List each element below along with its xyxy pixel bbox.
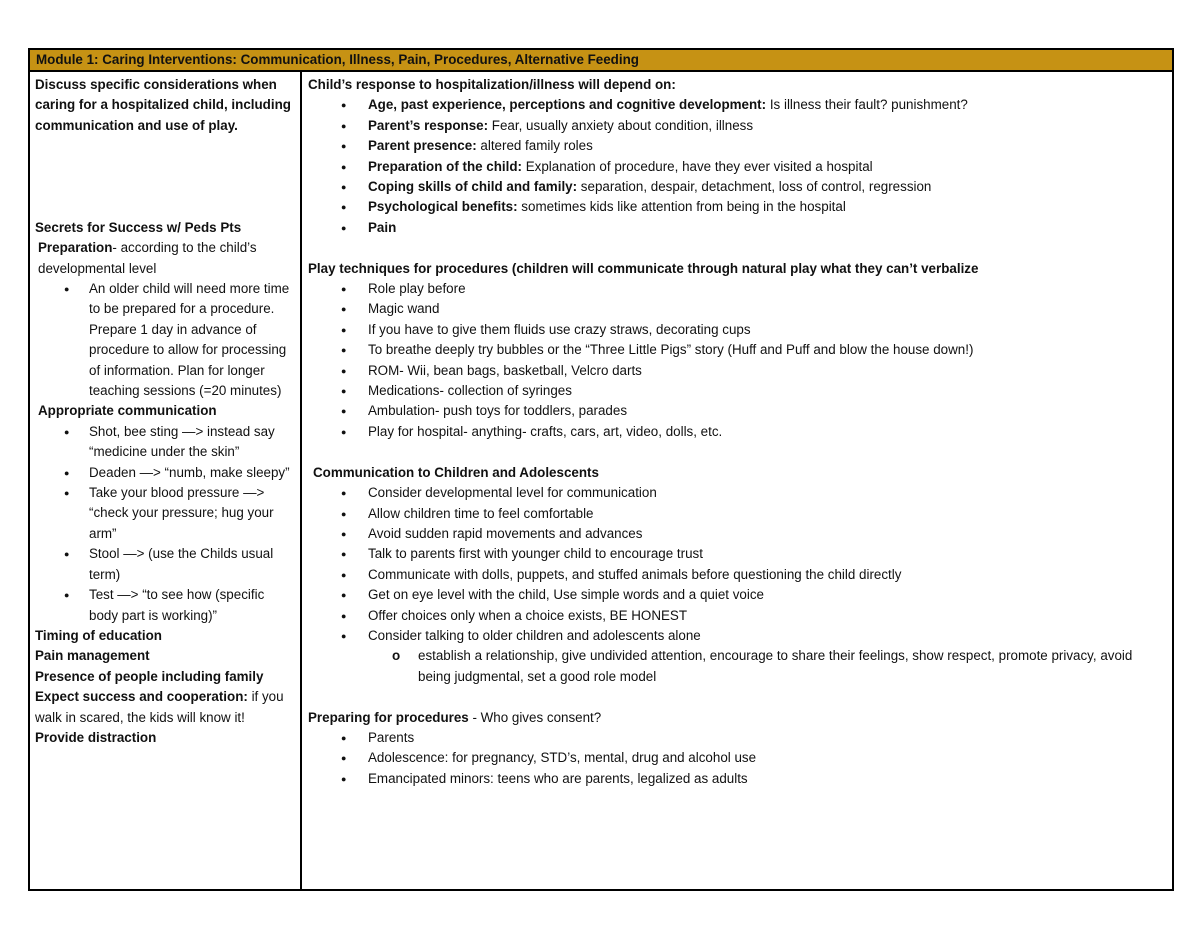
comm-list <box>308 483 1166 646</box>
expect-text: if you walk in scared, the kids will know it! <box>35 689 284 725</box>
comm-sub-list <box>308 646 1166 687</box>
list-item <box>308 157 1166 177</box>
list-item: ● Offer choices only when a choice exists, BE HONEST <box>308 606 1166 626</box>
list-item <box>308 116 1166 136</box>
play-heading: Play techniques for procedures (children will communicate through natural play what they can’t verbalize <box>308 260 979 276</box>
list-item: ● Play for hospital- anything- crafts, cars, art, video, dolls, etc. <box>308 422 1166 442</box>
discuss-objective: Discuss specific considerations when caring for a hospitalized child, including communication and use of play. <box>35 77 291 133</box>
item-label: Coping skills of child and family: <box>368 179 578 195</box>
list-item: ● Role play before <box>308 279 1166 299</box>
item-label: Parent’s response: <box>368 117 489 133</box>
item-label: Preparation of the child: <box>368 158 523 174</box>
table-body <box>30 72 1172 889</box>
item-label: Pain <box>368 219 397 235</box>
notes-table <box>28 48 1174 891</box>
list-item: ● Deaden —> “numb, make sleepy” <box>35 463 294 483</box>
consent-list <box>308 728 1166 789</box>
expect-item <box>35 687 294 728</box>
list-item: ● If you have to give them fluids use crazy straws, decorating cups <box>308 320 1166 340</box>
expect-label: Expect success and cooperation: <box>35 689 248 705</box>
list-item: o establish a relationship, give undivided attention, encourage to share their feelings, show respect, promote privacy, avoid being judgmental, set a good role model <box>308 646 1166 687</box>
consent-line <box>308 708 1166 728</box>
preparation-line <box>35 238 294 279</box>
list-item: ● Shot, bee sting —> instead say “medicine under the skin” <box>35 422 294 463</box>
list-item: ● Take your blood pressure —> “check your pressure; hug your arm” <box>35 483 294 544</box>
consent-heading: Preparing for procedures <box>308 709 469 725</box>
list-item: ● An older child will need more time to be prepared for a procedure. Prepare 1 day in advance of procedure to allow for processing of information. Plan for longer teaching sessions (=20 minutes) <box>35 279 294 401</box>
list-item: ● To breathe deeply try bubbles or the “Three Little Pigs” story (Huff and Puff and blow the house down!) <box>308 340 1166 360</box>
list-item: ● ROM- Wii, bean bags, basketball, Velcro darts <box>308 361 1166 381</box>
presence-item: Presence of people including family <box>35 668 264 684</box>
preparation-label: Preparation <box>38 240 113 256</box>
preparation-text: - according to the child’s developmental level <box>38 240 257 276</box>
list-item: ● Communicate with dolls, puppets, and stuffed animals before questioning the child directly <box>308 565 1166 585</box>
list-item: ● Medications- collection of syringes <box>308 381 1166 401</box>
list-item: ● Parents <box>308 728 1166 748</box>
list-item: ● Test —> “to see how (specific body part is working)” <box>35 585 294 626</box>
item-label: Psychological benefits: <box>368 199 518 215</box>
item-text: separation, despair, detachment, loss of control, regression <box>577 179 932 195</box>
preparation-list <box>35 279 294 401</box>
item-label: Age, past experience, perceptions and cognitive development: <box>368 97 767 113</box>
right-column <box>302 72 1172 889</box>
item-text: Fear, usually anxiety about condition, illness <box>488 117 754 133</box>
list-item <box>308 136 1166 156</box>
list-item: ● Consider talking to older children and adolescents alone <box>308 626 1166 646</box>
item-text: sometimes kids like attention from being in the hospital <box>517 199 846 215</box>
list-item: ● Avoid sudden rapid movements and advances <box>308 524 1166 544</box>
list-item: ● Allow children time to feel comfortable <box>308 504 1166 524</box>
play-list <box>308 279 1166 442</box>
pain-item: Pain management <box>35 648 150 664</box>
list-item: ● Ambulation- push toys for toddlers, parades <box>308 401 1166 421</box>
left-column <box>30 72 302 889</box>
item-text: Explanation of procedure, have they ever visited a hospital <box>522 158 873 174</box>
list-item <box>308 197 1166 217</box>
list-item: ● Talk to parents first with younger child to encourage trust <box>308 544 1166 564</box>
list-item <box>308 218 1166 238</box>
item-text: altered family roles <box>476 138 593 154</box>
list-item: ● Get on eye level with the child, Use simple words and a quiet voice <box>308 585 1166 605</box>
secrets-heading: Secrets for Success w/ Peds Pts <box>35 219 242 235</box>
module-title: Module 1: Caring Interventions: Communication, Illness, Pain, Procedures, Alternative Feeding <box>30 50 1172 72</box>
response-heading: Child’s response to hospitalization/illness will depend on: <box>308 77 676 92</box>
communication-heading: Appropriate communication <box>38 403 217 419</box>
distraction-item: Provide distraction <box>35 729 157 745</box>
list-item: ● Consider developmental level for communication <box>308 483 1166 503</box>
list-item: ● Adolescence: for pregnancy, STD’s, mental, drug and alcohol use <box>308 748 1166 768</box>
list-item <box>308 95 1166 115</box>
communication-list <box>35 422 294 626</box>
item-label: Parent presence: <box>368 138 477 154</box>
consent-text: - Who gives consent? <box>468 709 602 725</box>
list-item: ● Stool —> (use the Childs usual term) <box>35 544 294 585</box>
item-text: Is illness their fault? punishment? <box>766 97 968 113</box>
list-item: ● Magic wand <box>308 299 1166 319</box>
timing-item: Timing of education <box>35 627 162 643</box>
response-list <box>308 95 1166 238</box>
list-item <box>308 177 1166 197</box>
list-item: ● Emancipated minors: teens who are parents, legalized as adults <box>308 769 1166 789</box>
comm-heading: Communication to Children and Adolescents <box>313 464 599 480</box>
